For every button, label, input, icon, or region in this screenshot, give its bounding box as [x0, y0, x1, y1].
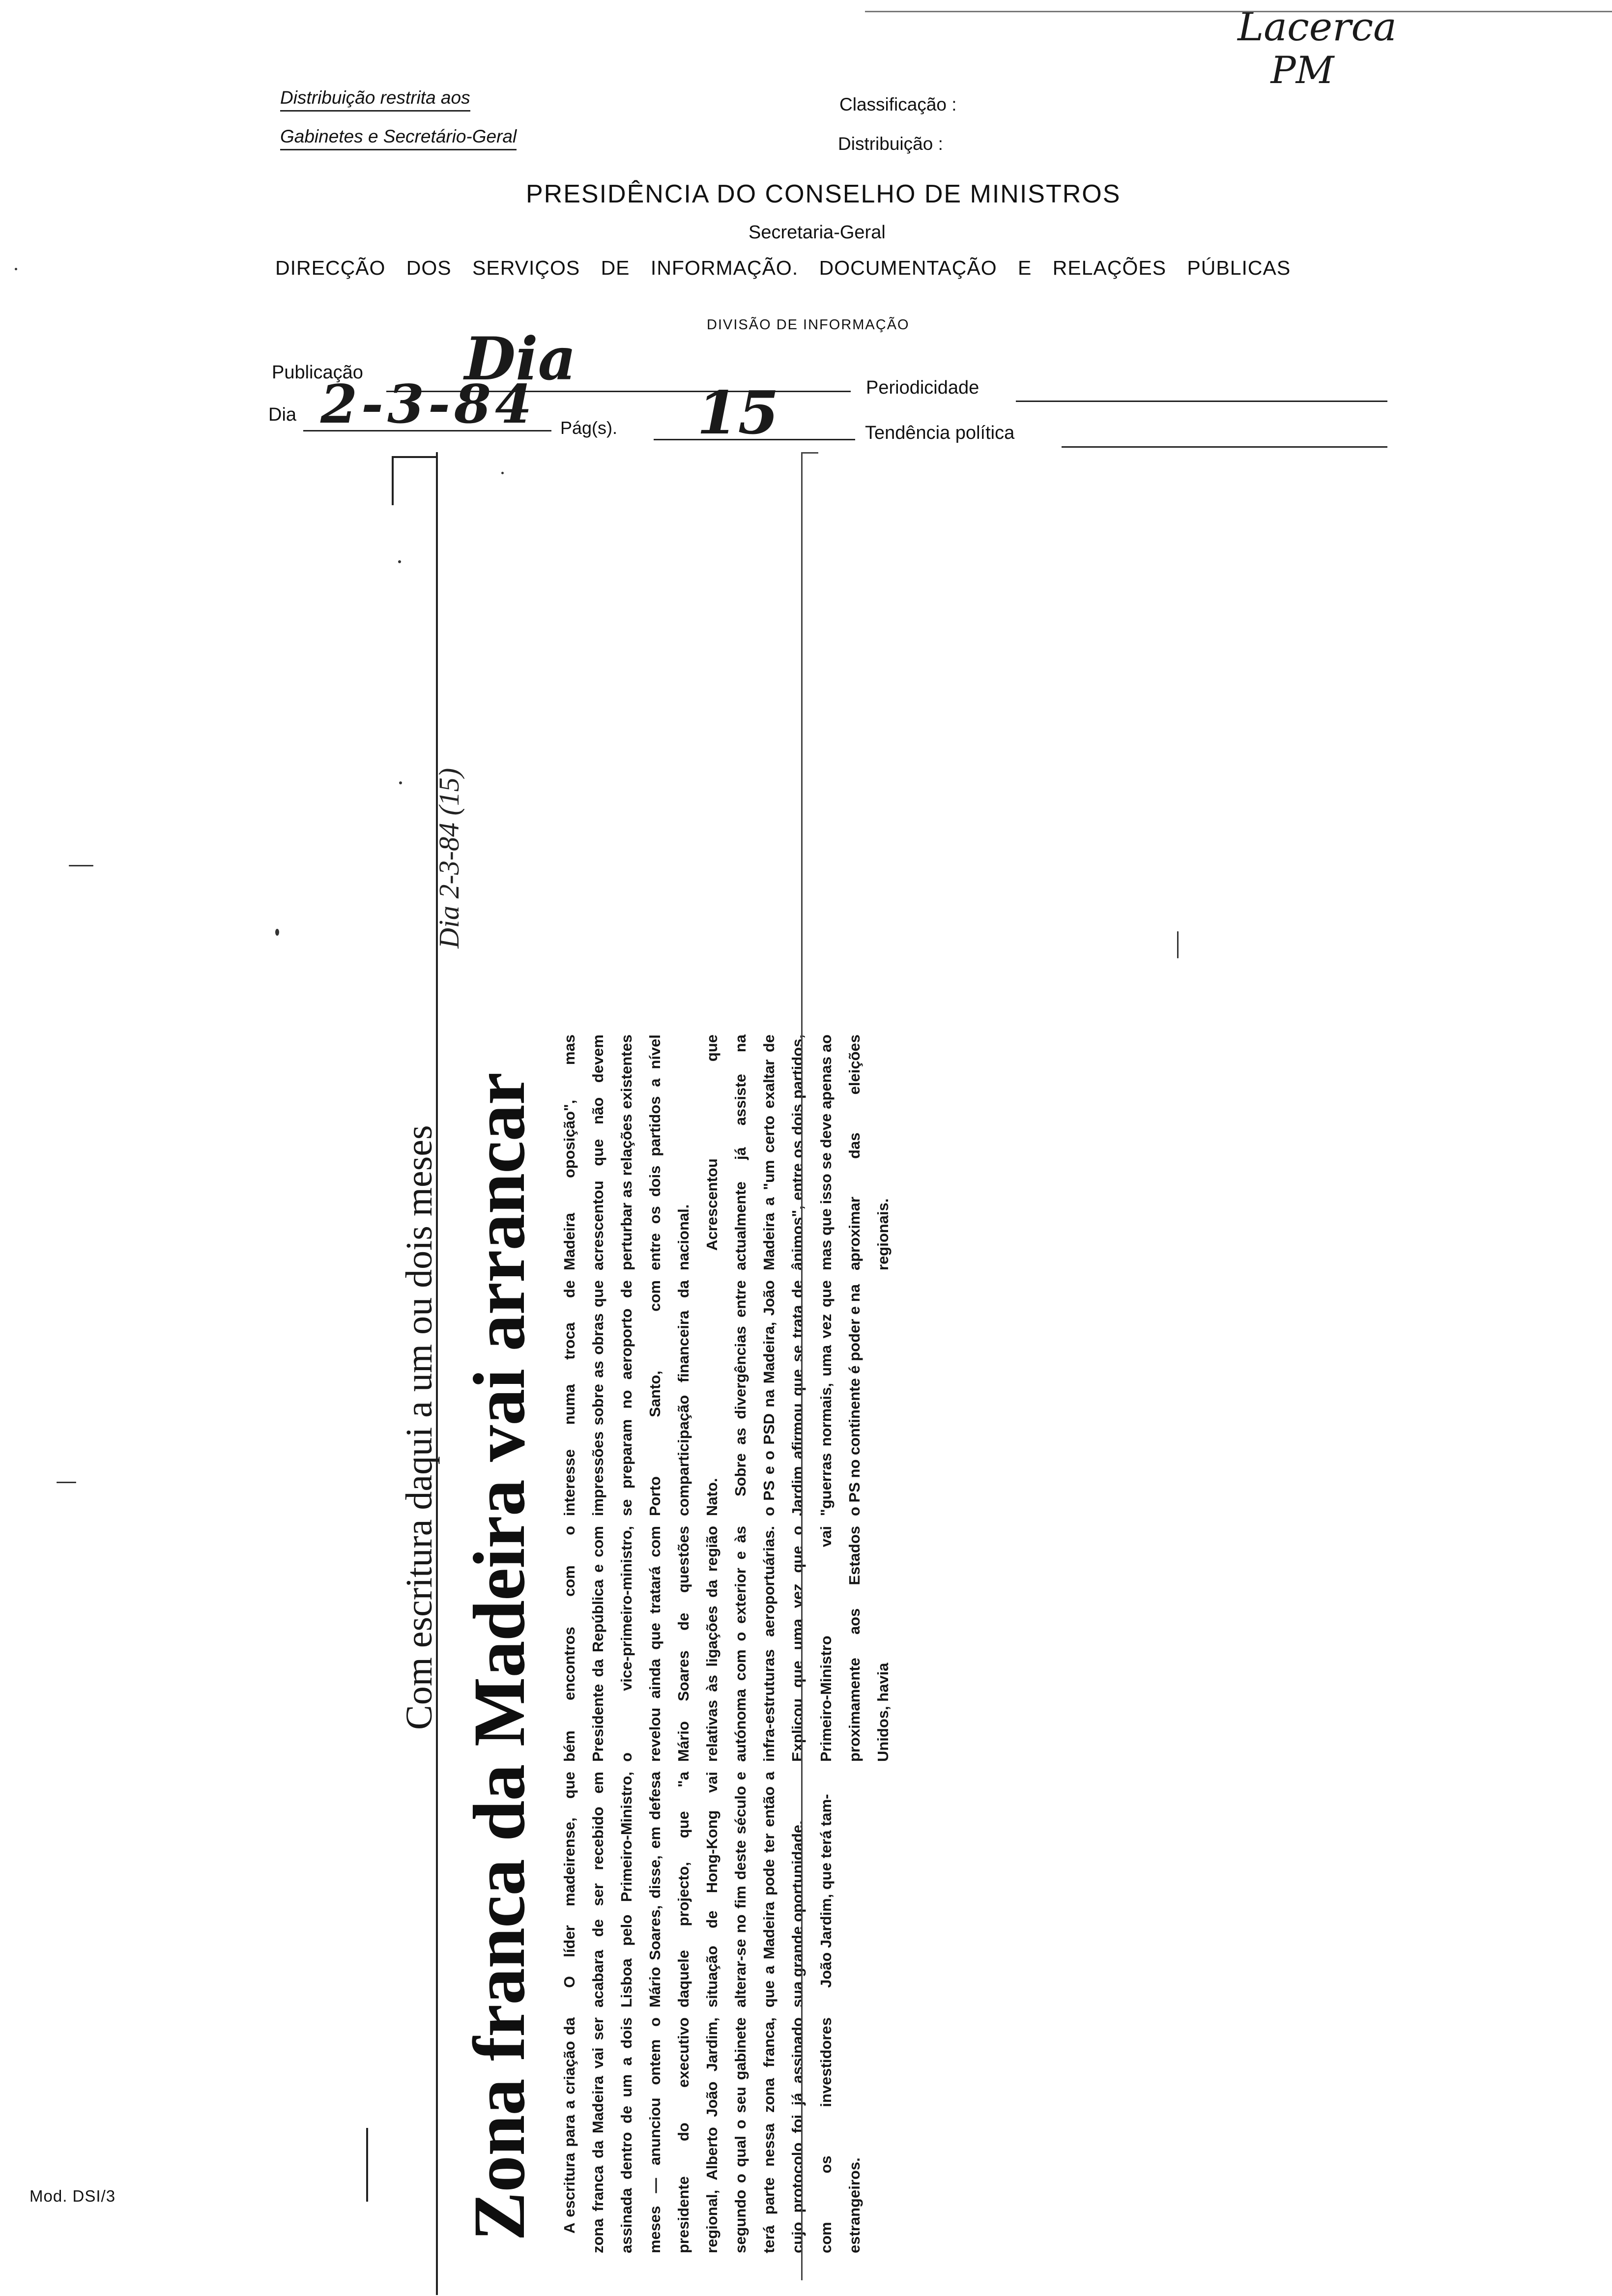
scan-mark	[69, 865, 93, 866]
publicacao-value: Dia	[464, 324, 576, 394]
article-col-4-text: interesse numa troca de impressões sobre as obras que se preparam no aeroporto de Porto Santo, com comparticipação financeira da Nato.	[561, 1280, 720, 1516]
scan-mark	[1177, 931, 1179, 958]
scan-mark	[501, 472, 504, 474]
publicacao-label: Publicação	[272, 362, 363, 383]
periodicidade-line	[1016, 401, 1387, 402]
scan-mark	[57, 1482, 76, 1483]
scan-mark	[399, 781, 402, 784]
article-col-1-text: A escritura para a criação da zona franca da Madeira vai ser assinada dentro de um a dois meses — anunciou ontem o presidente do executivo regional, Alberto João Jardim, segundo o qual o seu gabinete terá parte nessa zona franca, cujo protocolo foi já assinado com os investidores estrangeiros.	[561, 2017, 863, 2253]
top-border-line	[865, 11, 1612, 12]
restricted-note	[280, 87, 517, 150]
divisao-title: DIVISÃO DE INFORMAÇÃO	[707, 317, 910, 333]
pag-label: Pág(s).	[560, 418, 618, 438]
corner-note-line1: Lacerca	[1238, 4, 1397, 50]
article-col-5-text: Madeira oposição", mas acrescentou que não devem perturbar as relações existentes entre os dois partidos a nível nacional.	[561, 1034, 692, 1270]
classificacao-label: Classificação :	[839, 94, 957, 115]
tendencia-label: Tendência política	[865, 423, 1015, 443]
corner-note-line2: PM	[1270, 48, 1334, 92]
article-col-5-text-b: Acrescentou que actualmente já assiste na Madeira a "um certo exaltar de ânimos", entre os dois partidos, mas que isso se deve apenas ao aproximar das eleições regionais.	[703, 1034, 892, 1270]
org-title: PRESIDÊNCIA DO CONSELHO DE MINISTROS	[526, 180, 1121, 208]
org-subtitle: Secretaria-Geral	[748, 222, 886, 243]
article-col-5	[555, 1034, 897, 1270]
corner-note	[1214, 5, 1420, 91]
periodicidade-label: Periodicidade	[866, 377, 979, 398]
scan-mark	[275, 929, 279, 936]
clip-bottom-mark	[366, 2128, 368, 2202]
article-kicker: Com escritura daqui a um ou dois meses	[399, 1125, 440, 1730]
article-col-2-text-b: João Jardim, que terá tam-	[817, 1794, 835, 1988]
direccao-title: DIRECÇÃO DOS SERVIÇOS DE INFORMAÇÃO. DOCUMENTAÇÃO E RELAÇÕES PÚBLICAS	[275, 257, 1291, 279]
article-col-1	[555, 2017, 869, 2253]
dia-label: Dia	[268, 404, 297, 425]
scan-mark	[398, 560, 401, 563]
clip-left-tab	[392, 456, 394, 505]
article-col-3-text: bém encontros com o Presidente da República e com o vice-primeiro-ministro, revelou ainda que tratará com Mário Soares de questões relativas às ligações da região autónoma com o exterior e às infra-estruturas aeroportuárias. Explicou que uma vez que o Primeiro-Ministro vai proximamente aos Estados Unidos, havia	[561, 1526, 892, 1762]
clip-right-rule	[801, 452, 803, 2280]
distribuicao-label: Distribuição :	[838, 134, 943, 154]
article-col-2-text: O líder madeirense, que acabara de ser recebido em Lisboa pelo Primeiro-Ministro, Mário Soares, disse, em defesa daquele projecto, que "a situação de Hong-Kong vai alterar-se no fim deste século e que a Madeira pode ter então a sua grande oportunidade.	[561, 1772, 806, 2008]
tendencia-line	[1062, 446, 1387, 448]
article-headline: Zona franca da Madeira vai arrancar	[459, 1072, 540, 2241]
pag-value: 15	[697, 378, 779, 448]
article-col-4	[555, 1280, 869, 1516]
restricted-line1: Distribuição restrita aos	[280, 87, 470, 112]
form-model-code: Mod. DSI/3	[29, 2187, 116, 2205]
clip-right-top-tab	[801, 452, 818, 454]
article-col-4-text-b: Sobre as divergências entre o PS e o PSD na Madeira, João Jardim afirmou que se trata de "guerras normais, uma vez que o PS no continente é poder e na	[732, 1280, 863, 1516]
article-stamp: Dia 2-3-84 (15)	[433, 768, 465, 948]
restricted-line2: Gabinetes e Secretário-Geral	[280, 126, 517, 150]
clip-top-tab	[392, 456, 437, 458]
article-col-2	[555, 1772, 840, 2008]
article-col-3	[555, 1526, 897, 1762]
scan-mark	[15, 268, 17, 270]
dia-value: 2-3-84	[320, 373, 536, 435]
